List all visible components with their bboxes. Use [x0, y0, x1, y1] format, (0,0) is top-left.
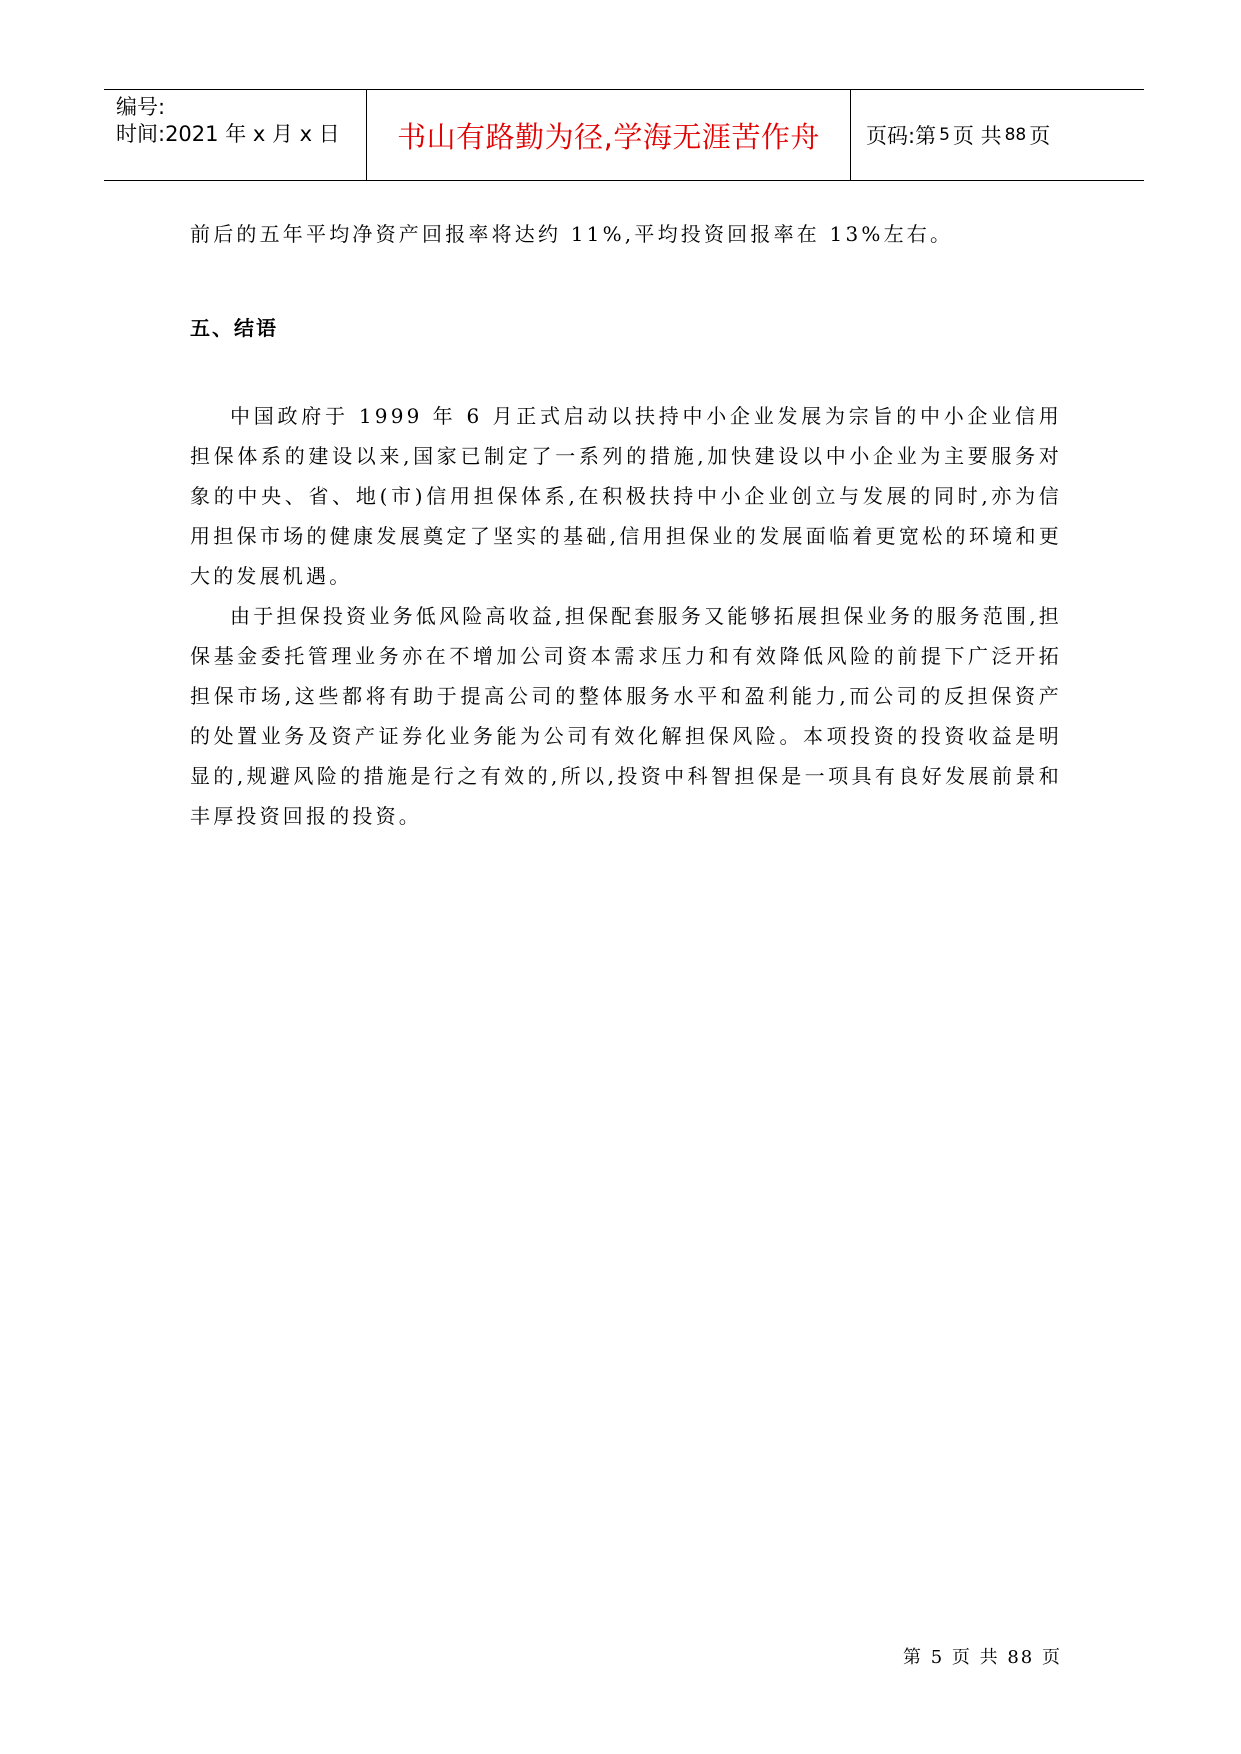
header-motto: 书山有路勤为径,学海无涯苦作舟: [397, 119, 820, 154]
page-middle: 页 共: [952, 124, 1002, 148]
header-divider-right: [850, 90, 851, 180]
section-title: 五、结语: [190, 316, 278, 340]
page-header: [104, 89, 1144, 181]
header-page-code: [866, 90, 1050, 180]
page-number: 5: [939, 125, 950, 145]
paragraph-2: 由于担保投资业务低风险高收益,担保配套服务又能够拓展担保业务的服务范围,担保基金委托管理业务亦在不增加公司资本需求压力和有效降低风险的前提下广泛开拓担保市场,这些都将有助于提高公司的整体服务水平和盈利能力,而公司的反担保资产的处置业务及资产证券化业务能为公司有效化解担保风险。本项投资的投资收益是明显的,规避风险的措施是行之有效的,所以,投资中科智担保是一项具有良好发展前景和丰厚投资回报的投资。: [190, 604, 1062, 828]
time-label: 时间:2021 年 x 月 x 日: [116, 122, 340, 146]
header-meta: [116, 94, 366, 148]
lead-line: 前后的五年平均净资产回报率将达约 11%,平均投资回报率在 13%左右。: [190, 222, 954, 246]
page-footer: 第 5 页 共 88 页: [903, 1647, 1062, 1668]
paragraph-1: 中国政府于 1999 年 6 月正式启动以扶持中小企业发展为宗旨的中小企业信用担保体系的建设以来,国家已制定了一系列的措施,加快建设以中小企业为主要服务对象的中央、省、地(市)信用担保体系,在积极扶持中小企业创立与发展的同时,亦为信用担保市场的健康发展奠定了坚实的基础,信用担保业的发展面临着更宽松的环境和更大的发展机遇。: [190, 404, 1062, 588]
page-total: 88: [1004, 125, 1027, 145]
document-body: [190, 214, 1062, 836]
serial-label: 编号:: [116, 95, 166, 119]
page-suffix: 页: [1029, 124, 1051, 148]
page-prefix: 页码:第: [866, 124, 937, 148]
